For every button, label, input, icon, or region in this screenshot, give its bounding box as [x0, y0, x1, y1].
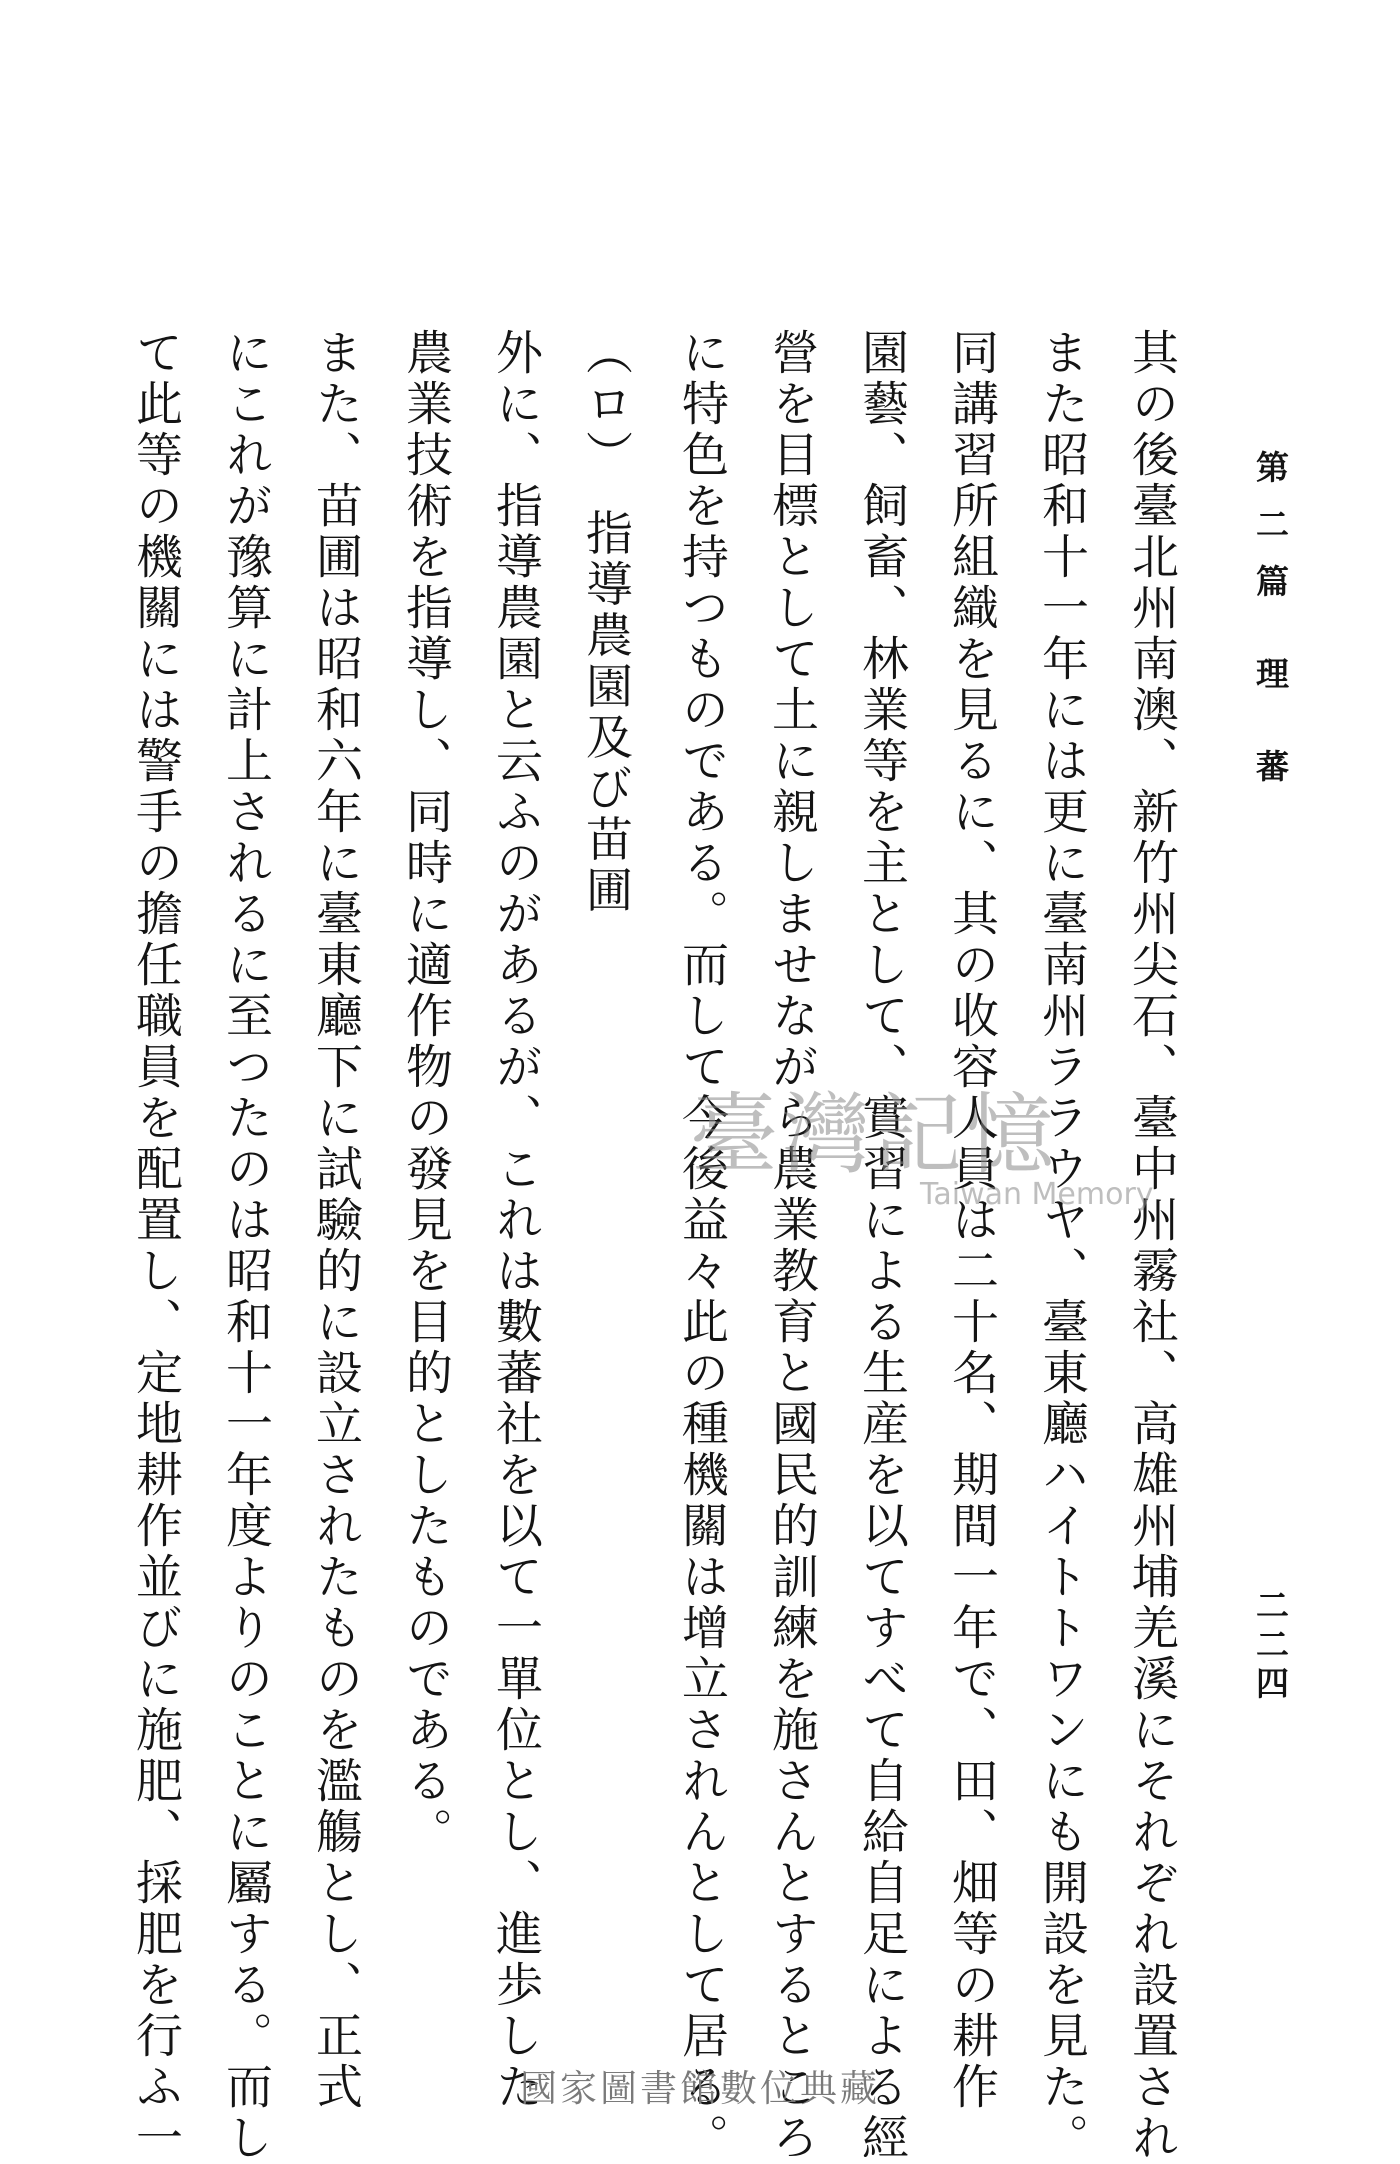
- text-line: て此等の機關には警手の擔任職員を配置し、定地耕作並びに施肥、採肥を行ふ一: [128, 328, 183, 2164]
- watermark-logo-text: 臺灣記憶: [690, 1083, 1059, 1186]
- library-credit: 國家圖書館數位典藏: [520, 2067, 880, 2110]
- text-line: 農業技術を指導し、同時に適作物の發見を目的としたものである。: [398, 328, 453, 1858]
- text-line: にこれが豫算に計上されるに至つたのは昭和十一年度よりのことに屬する。而し: [218, 328, 273, 2164]
- text-line: また、苗圃は昭和六年に臺東廳下に試驗的に設立されたものを濫觴とし、正式: [308, 328, 363, 2113]
- text-line: また昭和十一年には更に臺南州ララウヤ、臺東廳ハイトトワンにも開設を見た。: [1034, 328, 1089, 2164]
- section-heading: （ロ） 指導農園及び苗圃: [578, 328, 633, 917]
- text-line: 營を目標として土に親しませながら農業教育と國民的訓練を施さんとするところ: [764, 328, 819, 2164]
- watermark-logo-subtext: Taiwan Memory: [920, 1177, 1154, 1212]
- text-line: に特色を持つものである。而して今後益々此の種機關は增立されんとして居る。: [674, 328, 729, 2164]
- text-line: 園藝、飼畜、林業等を主として、實習による生産を以てすべて自給自足による經: [854, 328, 909, 2164]
- page-number: 二二四: [1251, 1588, 1290, 1705]
- running-header-title: 第二篇 理 蕃: [1251, 450, 1290, 806]
- text-line: 外に、指導農園と云ふのがあるが、これは數蕃社を以て一單位とし、進歩した: [488, 328, 543, 2113]
- text-line: 其の後臺北州南澳、新竹州尖石、臺中州霧社、高雄州埔羌溪にそれぞれ設置され: [1124, 328, 1179, 2164]
- text-line: 同講習所組織を見るに、其の收容人員は二十名、期間一年で、田、畑等の耕作: [944, 328, 999, 2113]
